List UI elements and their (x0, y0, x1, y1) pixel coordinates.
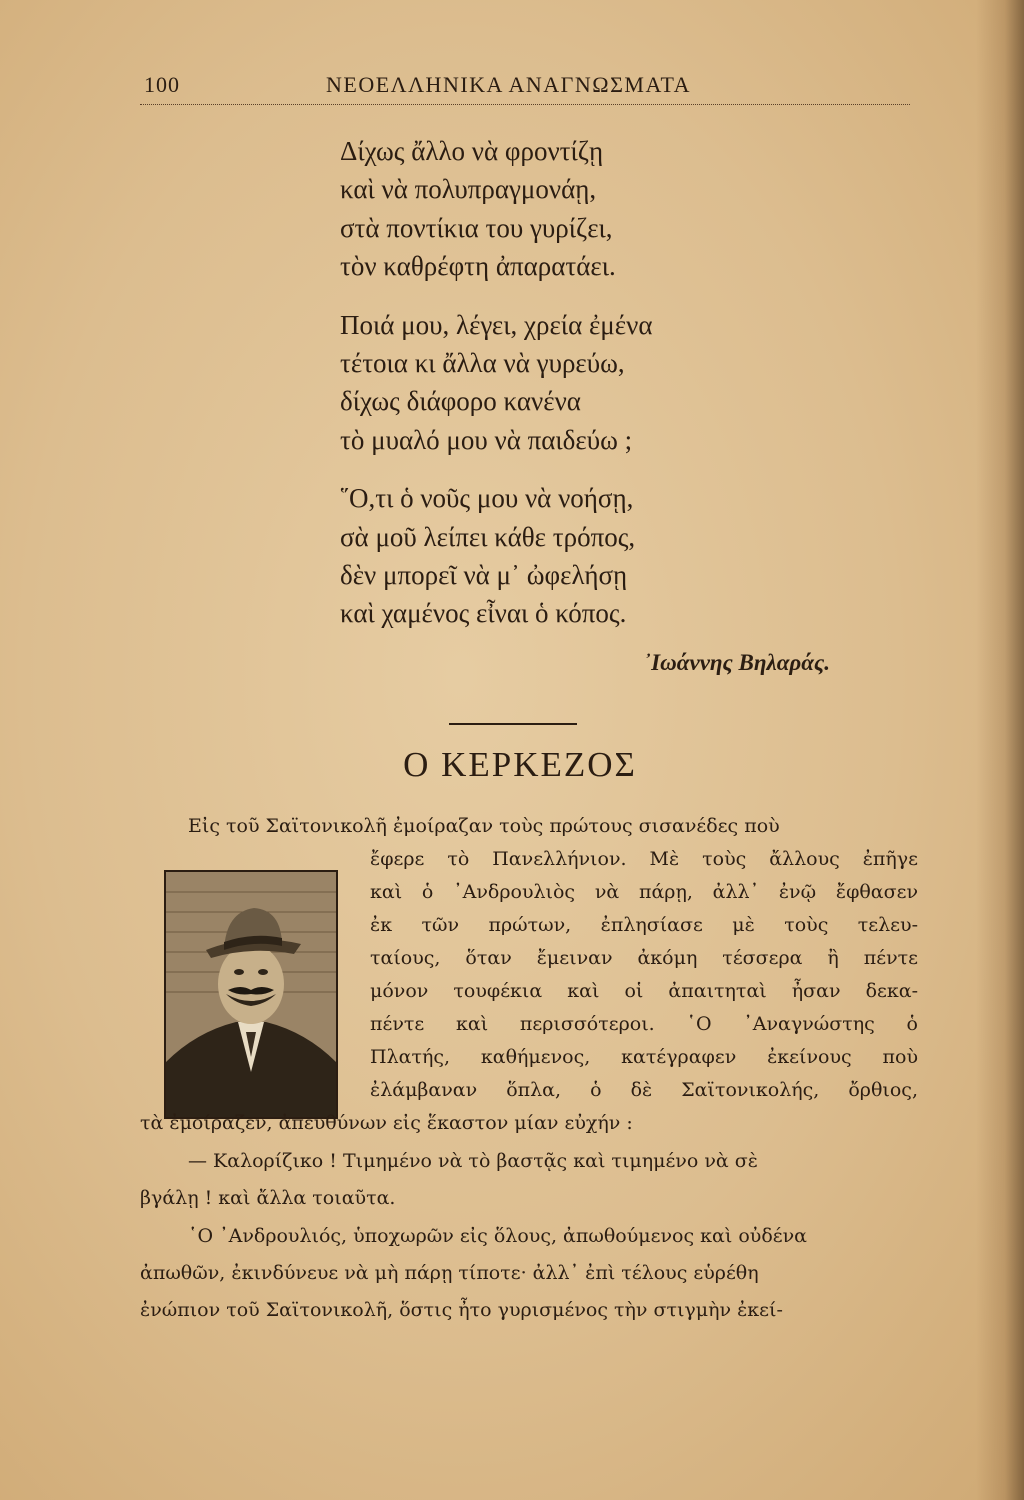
text-line: ταίους, ὅταν ἔμειναν ἀκόμη τέσσερα ἢ πέντε (370, 947, 918, 969)
poem-stanza (340, 479, 760, 633)
poem (340, 132, 760, 653)
text-line: καὶ ὁ ᾽Ανδρουλιὸς νὰ πάρῃ, ἀλλ᾽ ἐνῷ ἔφθασεν (370, 881, 918, 903)
verse-line: ῞Ο,τι ὁ νοῦς μου νὰ νοήσῃ, (340, 483, 634, 514)
verse-line: καὶ νὰ πολυπραγμονάῃ, (340, 174, 597, 205)
verse-line: τὸν καθρέφτη ἀπαρατάει. (340, 251, 616, 282)
verse-line: δίχως διάφορο κανένα (340, 386, 581, 417)
portrait-engraving (164, 870, 338, 1119)
verse-line: στὰ ποντίκια του γυρίζει, (340, 212, 613, 243)
poem-stanza (340, 306, 760, 460)
text-line: Εἰς τοῦ Σαϊτονικολῆ ἐμοίραζαν τοὺς πρώτους σισανέδες ποὺ (188, 815, 780, 837)
poem-attribution: ᾽Ιωάννης Βηλαράς. (643, 650, 830, 675)
verse-line: Δίχως ἄλλο νὰ φροντίζῃ (340, 136, 604, 166)
text-line: ῾Ο ᾽Ανδρουλιός, ὑποχωρῶν εἰς ὅλους, ἀπωθούμενος καὶ οὐδένα (188, 1225, 807, 1247)
text-line: τὰ ἐμοίραζεν, ἀπευθύνων εἰς ἕκαστον μίαν εὐχήν : (140, 1112, 633, 1134)
text-line: ἔφερε τὸ Πανελλήνιον. Μὲ τοὺς ἄλλους ἐπῆγε (370, 848, 918, 870)
text-line: πέντε καὶ περισσότεροι. ῾Ο ᾽Αναγνώστης ὁ (370, 1013, 918, 1035)
text-line: βγάλῃ ! καὶ ἄλλα τοιαῦτα. (140, 1187, 396, 1209)
verse-line: καὶ χαμένος εἶναι ὁ κόπος. (340, 598, 627, 629)
text-line: ἐνώπιον τοῦ Σαϊτονικολῆ, ὅστις ἦτο γυρισμένος τὴν στιγμὴν ἐκεί- (140, 1299, 783, 1321)
article-title: Ο ΚΕΡΚΕΖΟΣ (403, 745, 637, 784)
header-rule (140, 104, 910, 105)
text-line: μόνον τουφέκια καὶ οἱ ἀπαιτηταὶ ἦσαν δεκα- (370, 980, 918, 1002)
portrait-figure-icon (166, 872, 336, 1117)
page-header (140, 72, 910, 102)
verse-line: τέτοια κι ἄλλα νὰ γυρεύω, (340, 348, 625, 379)
verse-line: Ποιά μου, λέγει, χρεία ἐμένα (340, 309, 653, 340)
verse-line: δὲν μπορεῖ νὰ μ᾽ ὠφελήσῃ (340, 560, 628, 591)
verse-line: τὸ μυαλό μου νὰ παιδεύω ; (340, 424, 633, 455)
text-line: Πλατής, καθήμενος, κατέγραφεν ἐκείνους ποὺ (370, 1046, 918, 1068)
verse-line: σὰ μοῦ λείπει κάθε τρόπος, (340, 521, 636, 552)
text-line: ἀπωθῶν, ἐκινδύνευε νὰ μὴ πάρῃ τίποτε· ἀλλ᾽ ἐπὶ τέλους εὑρέθη (140, 1262, 759, 1284)
page-spine-shadow (976, 0, 1024, 1500)
poem-stanza (340, 132, 760, 286)
section-divider (449, 723, 577, 725)
running-title: ΝΕΟΕΛΛΗΝΙΚΑ ΑΝΑΓΝΩΣΜΑΤΑ (326, 72, 692, 97)
text-line: — Καλορίζικο ! Τιμημένο νὰ τὸ βαστᾷς καὶ τιμημένο νὰ σὲ (188, 1150, 758, 1172)
page-number: 100 (144, 72, 180, 97)
text-line: ἐλάμβαναν ὅπλα, ὁ δὲ Σαϊτονικολής, ὄρθιος, (370, 1079, 918, 1101)
text-line: ἐκ τῶν πρώτων, ἐπλησίασε μὲ τοὺς τελευ- (370, 914, 918, 936)
